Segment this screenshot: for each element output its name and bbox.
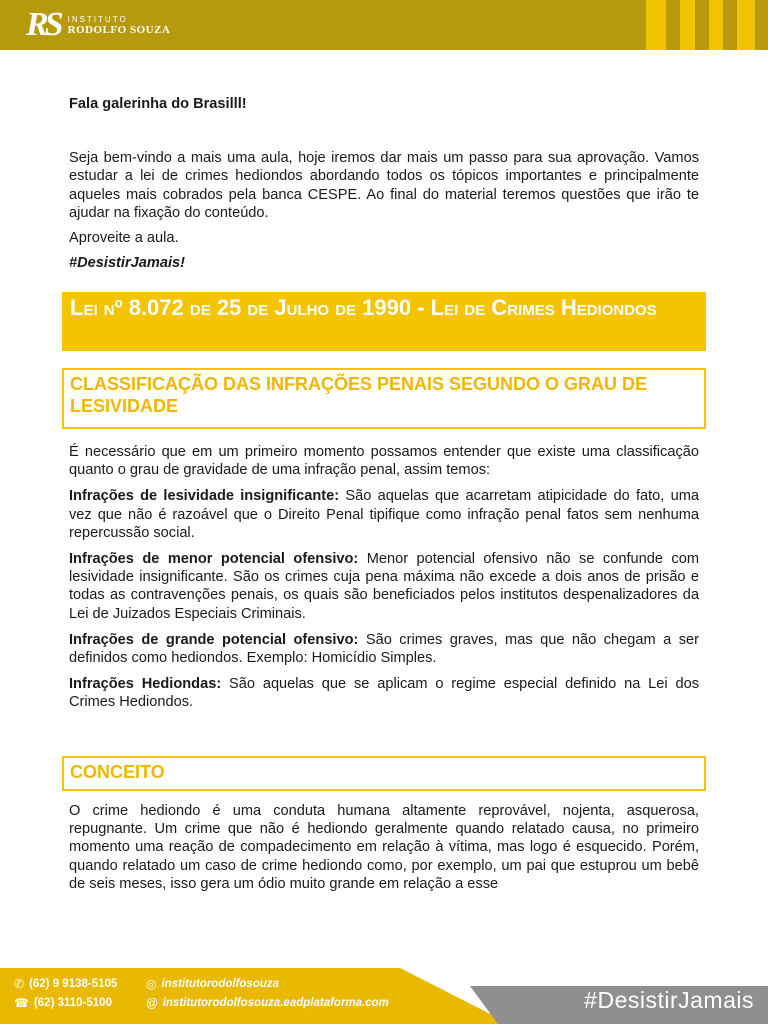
- page-header: [0, 0, 768, 50]
- main-title: Lei nº 8.072 de 25 de Julho de 1990 - Lei de Crimes Hediondos: [62, 292, 706, 351]
- footer-social: [146, 977, 279, 991]
- logo-line-1: INSTITUTO: [67, 15, 128, 24]
- list-item: [69, 675, 699, 711]
- site-url: institutorodolfosouza.eadplataforma.com: [162, 997, 389, 1009]
- hashtag-text: #DesistirJamais!: [69, 255, 186, 272]
- instagram-facebook-icon: ◎: [146, 977, 157, 991]
- footer-phone: [14, 996, 112, 1010]
- classification-lead: É necessário que em um primeiro momento possamos entender que existe uma classificação quanto o grau de gravidade de uma infração penal, assim temos:: [69, 444, 699, 479]
- item-term: Infrações de grande potencial ofensivo:: [69, 631, 359, 648]
- item-text: São aquelas que acarretam atipicidade do fato, uma vez que não é razoável que o Direito Penal tipifique como infração penal fatos sem nenhuma repercussão social.: [69, 488, 699, 541]
- logo-line-2: RODOLFO SOUZA: [67, 24, 171, 36]
- social-handle: institutorodolfosouza: [161, 978, 280, 990]
- item-term: Infrações de menor potencial ofensivo:: [69, 551, 359, 568]
- concept-body: [69, 802, 699, 893]
- footer-hashtag: #DesistirJamais: [584, 987, 754, 1013]
- section-heading-classification: CLASSIFICAÇÃO DAS INFRAÇÕES PENAIS SEGUNDO O GRAU DE LESIVIDADE: [62, 368, 706, 429]
- classification-body: [69, 443, 699, 712]
- phone-icon: ☎: [14, 996, 29, 1010]
- intro-section: [69, 88, 699, 272]
- header-stripe: [737, 0, 755, 50]
- intro-paragraph: Seja bem-vindo a mais uma aula, hoje iremos dar mais um passo para sua aprovação. Vamos estudar a lei de crimes hediondos abordando todos os tópicos importantes e principalmente aqueles mais cobrados pela banca CESPE. Ao final do material teremos questões que irão te ajudar na fixação do conteúdo.: [69, 150, 699, 221]
- list-item: [69, 550, 699, 623]
- section-heading-concept: CONCEITO: [62, 756, 706, 791]
- enjoy-lesson-text: Aproveite a aula.: [69, 230, 179, 247]
- item-text: São crimes graves, mas que não chegam a ser definidos como hediondos. Exemplo: Homicídio Simples.: [69, 631, 699, 667]
- header-stripe: [646, 0, 666, 50]
- whatsapp-icon: ✆: [14, 977, 25, 991]
- header-stripe: [680, 0, 695, 50]
- footer-whatsapp: [14, 977, 117, 991]
- logo-text: [68, 14, 171, 36]
- header-stripe: [709, 0, 723, 50]
- page-footer: [0, 968, 768, 1024]
- logo-mark: RS: [26, 6, 60, 43]
- institute-logo: [26, 8, 170, 42]
- phone-number: (62) 3110-5100: [33, 997, 112, 1009]
- list-item: [69, 631, 699, 667]
- item-text: São aquelas que se aplicam o regime especial definido na Lei dos Crimes Hediondos.: [69, 676, 699, 711]
- footer-site: [146, 996, 389, 1010]
- list-item: [69, 487, 699, 542]
- concept-paragraph: O crime hediondo é uma conduta humana altamente reprovável, nojenta, asquerosa, repugnante. Um crime que não é hediondo geralmente quando relatado causa, no primeiro momento uma reação de compadecimento em relação à vítima, mas logo é esquecido. Porém, quando relatado um caso de crime hediondo como, por exemplo, um pai que estuprou um bebê de seis meses, isso gera um ódio muito grande em relação a esse: [69, 803, 699, 892]
- item-term: Infrações de lesividade insignificante:: [69, 488, 340, 505]
- whatsapp-number: (62) 9 9138-5105: [29, 978, 118, 990]
- greeting: Fala galerinha do Brasilll!: [69, 96, 247, 112]
- item-term: Infrações Hediondas:: [69, 676, 222, 693]
- web-icon: @: [146, 996, 158, 1010]
- item-text: Menor potencial ofensivo não se confunde com lesividade insignificante. São os crimes cuja pena máxima não excede a dois anos de prisão e todas as contravenções penais, os quais são beneficiados pelos institutos despenalizadores da Lei de Juizados Especiais Criminais.: [69, 551, 699, 622]
